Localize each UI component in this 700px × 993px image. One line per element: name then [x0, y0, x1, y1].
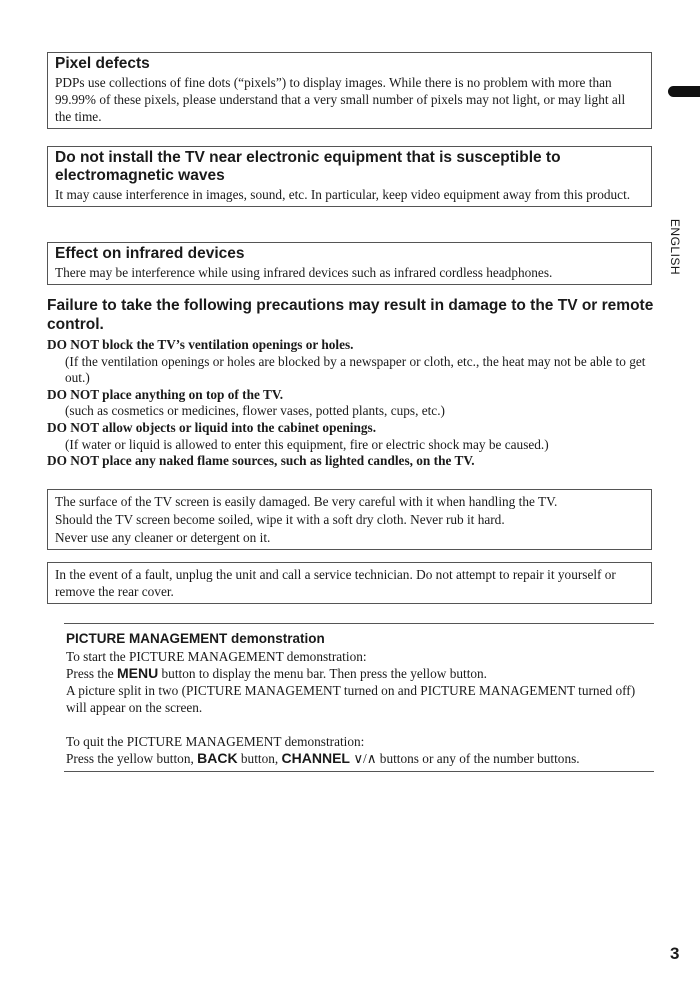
demo-start-intro: To start the PICTURE MANAGEMENT demonstration:: [66, 649, 367, 664]
demo-split-text: A picture split in two (PICTURE MANAGEMENT turned on and PICTURE MANAGEMENT turned off) will appear on the screen.: [66, 683, 636, 715]
back-key-label: BACK: [197, 750, 238, 766]
demo-title: PICTURE MANAGEMENT demonstration: [66, 631, 325, 646]
precaution-rule: DO NOT allow objects or liquid into the cabinet openings.: [47, 419, 377, 435]
channel-arrows-icon: ∨/∧: [350, 751, 377, 766]
demo-quit-instruction: Press the yellow button, BACK button, CHANNEL ∨/∧ buttons or any of the number buttons.: [66, 750, 580, 766]
language-label: ENGLISH: [668, 218, 682, 276]
pixel-defects-text: PDPs use collections of fine dots (“pixels”) to display images. While there is no problem with more than 99.99% of these pixels, please understand that a very small number of pixels may not light, or may light all the time.: [55, 75, 626, 124]
demo-start-instruction: Press the MENU button to display the menu bar. Then press the yellow button.: [66, 665, 488, 681]
demo-quit-intro: To quit the PICTURE MANAGEMENT demonstration:: [66, 734, 365, 749]
fault-text: In the event of a fault, unplug the unit and call a service technician. Do not attempt to repair it yourself or remove the rear cover.: [55, 567, 616, 599]
precautions-heading: Failure to take the following precautions may result in damage to the TV or remote control.: [47, 297, 654, 333]
pixel-defects-title: Pixel defects: [55, 55, 150, 72]
emi-warning-text: It may cause interference in images, sound, etc. In particular, keep video equipment away from this product.: [55, 187, 631, 202]
infrared-title: Effect on infrared devices: [55, 245, 245, 262]
precaution-rule: DO NOT block the TV’s ventilation openings or holes.: [47, 337, 354, 352]
precaution-rule: DO NOT place anything on top of the TV.: [47, 386, 284, 402]
precaution-note: (If the ventilation openings or holes are blocked by a newspaper or cloth, etc., the heat may not be able to get out.): [65, 353, 646, 386]
fault-box: [47, 562, 652, 604]
infrared-box: [47, 242, 652, 285]
screen-care-line: Never use any cleaner or detergent on it.: [55, 530, 271, 545]
channel-key-label: CHANNEL: [281, 750, 350, 766]
screen-care-box: [47, 489, 652, 550]
emi-warning-box: [47, 146, 652, 207]
screen-care-line: The surface of the TV screen is easily damaged. Be very careful with it when handling the TV.: [55, 494, 558, 509]
infrared-text: There may be interference while using infrared devices such as infrared cordless headphones.: [55, 265, 553, 280]
menu-key-label: MENU: [116, 665, 159, 681]
demo-section: [64, 623, 654, 772]
screen-care-line: Should the TV screen become soiled, wipe it with a soft dry cloth. Never rub it hard.: [55, 512, 505, 527]
precautions-section: [47, 296, 657, 470]
page-number: 3: [670, 944, 680, 963]
pixel-defects-box: [47, 52, 652, 129]
section-tab-marker: [668, 86, 700, 97]
precaution-note: (If water or liquid is allowed to enter this equipment, fire or electric shock may be caused.): [65, 436, 549, 452]
precaution-note: (such as cosmetics or medicines, flower vases, potted plants, cups, etc.): [65, 403, 445, 419]
precaution-rule: DO NOT place any naked flame sources, such as lighted candles, on the TV.: [47, 453, 475, 469]
emi-warning-title: Do not install the TV near electronic equipment that is susceptible to electromagnetic waves: [55, 149, 561, 184]
